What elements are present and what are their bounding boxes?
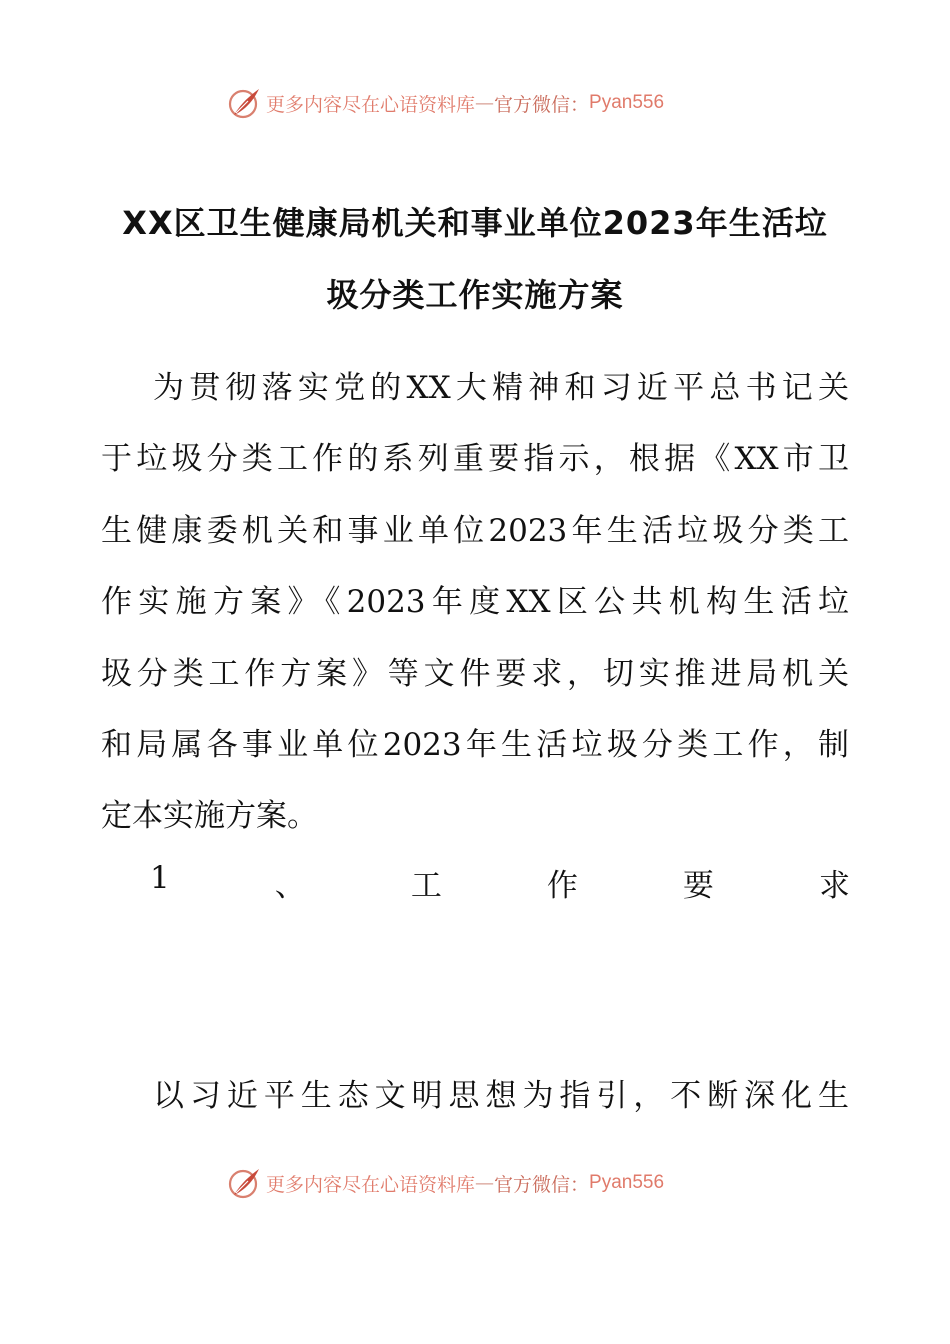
heading-char: 1 [150, 860, 170, 896]
body-line-5: 圾分类工作方案》等文件要求，切实推进局机关 [101, 656, 849, 692]
section-heading-work-requirements [150, 860, 850, 905]
watermark-brand: 更多内容尽在心语资料库 [266, 93, 476, 116]
watermark-separator: — [475, 92, 495, 114]
body-line-2: 于垃圾分类工作的系列重要指示，根据《XX市卫 [101, 441, 849, 477]
watermark-wechat-id: Pyan556 [589, 92, 665, 113]
document-title-line-1: XX区卫生健康局机关和事业单位2023年生活垃 [122, 204, 828, 242]
watermark-brand: 更多内容尽在心语资料库 [266, 1173, 476, 1196]
quill-logo-icon [226, 85, 262, 121]
watermark-label: 官方微信： [494, 93, 590, 116]
quill-logo-icon [226, 1165, 262, 1201]
watermark-banner-bottom [226, 1163, 664, 1203]
body-line-6: 和局属各事业单位2023年生活垃圾分类工作，制 [101, 727, 849, 763]
watermark-label: 官方微信： [494, 1173, 590, 1196]
body-line-4: 作实施方案》《2023年度XX区公共机构生活垃 [101, 584, 849, 620]
heading-char: 要 [682, 868, 714, 904]
heading-char: 作 [546, 868, 578, 904]
document-title-line-2: 圾分类工作实施方案 [326, 276, 624, 314]
watermark-separator: — [475, 1172, 495, 1194]
heading-char: 、 [274, 868, 306, 904]
body-line-7: 定本实施方案。 [101, 798, 318, 834]
body-line-3: 生健康委机关和事业单位2023年生活垃圾分类工 [101, 513, 849, 549]
body-line-1: 为贯彻落实党的XX大精神和习近平总书记关 [153, 370, 849, 406]
section-text-line-1: 以习近平生态文明思想为指引，不断深化生 [153, 1078, 849, 1114]
watermark-wechat-id: Pyan556 [589, 1172, 665, 1193]
heading-char: 求 [818, 868, 850, 904]
watermark-banner-top [226, 83, 664, 123]
heading-char: 工 [410, 868, 442, 904]
